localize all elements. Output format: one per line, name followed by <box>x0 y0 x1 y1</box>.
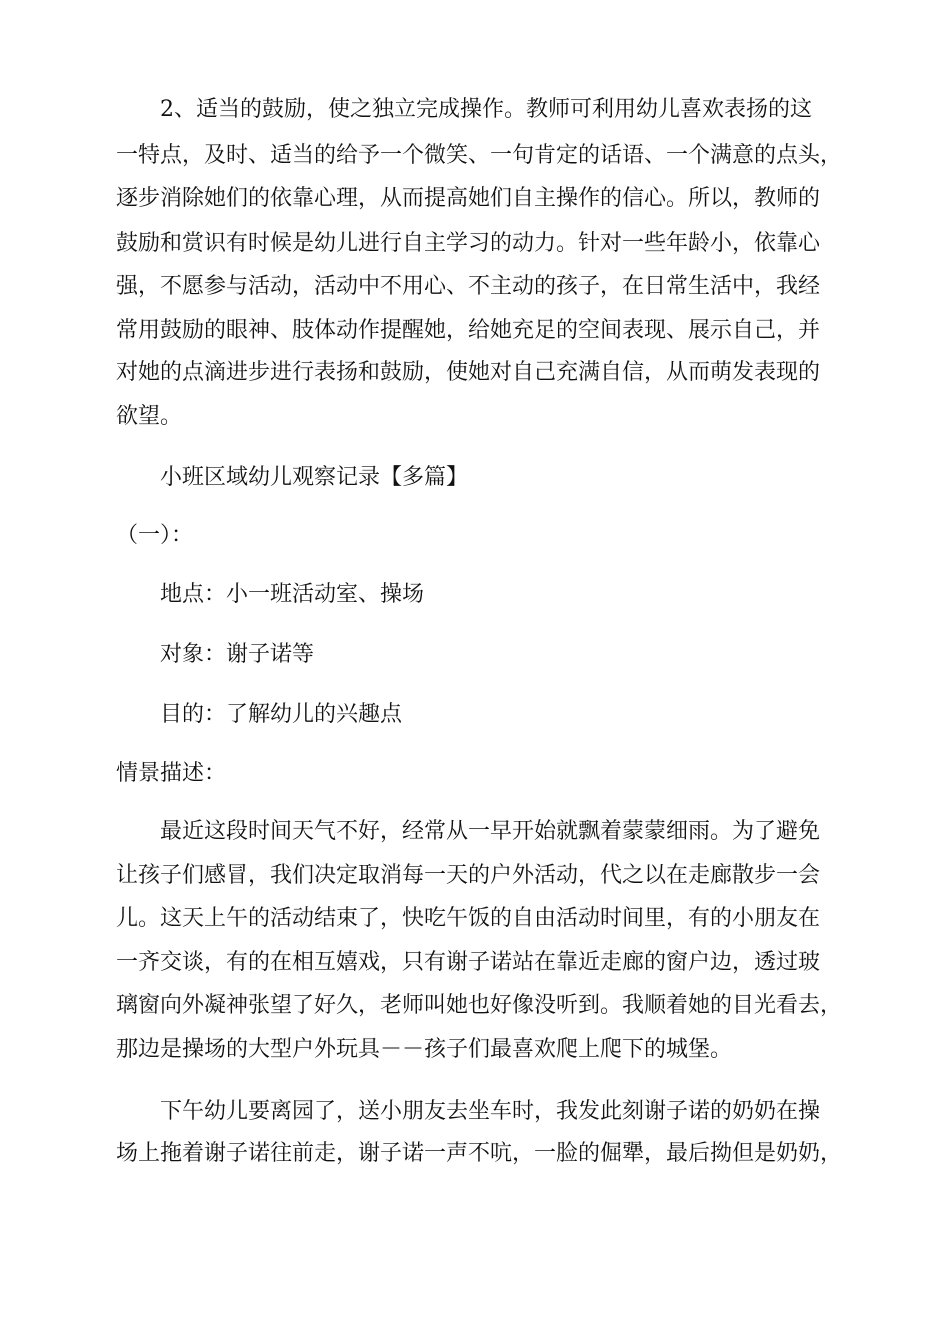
paragraph-line: 下午幼儿要离园了，送小朋友去坐车时，我发此刻谢子诺的奶奶在操 <box>160 1099 821 1124</box>
paragraph-line: 让孩子们感冒，我们决定取消每一天的户外活动，代之以在走廊散步一会 <box>116 863 821 888</box>
paragraph-line: 2、适当的鼓励，使之独立完成操作。教师可利用幼儿喜欢表扬的这 <box>160 97 812 122</box>
paragraph-line: 那边是操场的大型户外玩具－－孩子们最喜欢爬上爬下的城堡。 <box>116 1037 733 1062</box>
paragraph-line: 欲望。 <box>116 404 183 429</box>
location-line: 地点：小一班活动室、操场 <box>160 582 425 607</box>
paragraph-line: 逐步消除她们的依靠心理，从而提高她们自主操作的信心。所以，教师的 <box>116 186 821 211</box>
subject-line: 对象：谢子诺等 <box>160 642 315 667</box>
section-title: 小班区域幼儿观察记录【多篇】 <box>160 465 469 490</box>
paragraph-line: 一特点，及时、适当的给予一个微笑、一句肯定的话语、一个满意的点头， <box>116 143 843 168</box>
scene-heading: 情景描述： <box>116 761 227 786</box>
paragraph-line: 一齐交谈，有的在相互嬉戏，只有谢子诺站在靠近走廊的窗户边，透过玻 <box>116 950 821 975</box>
paragraph-line: 鼓励和赏识有时候是幼儿进行自主学习的动力。针对一些年龄小，依靠心 <box>116 231 821 256</box>
paragraph-line: 场上拖着谢子诺往前走，谢子诺一声不吭，一脸的倔犟，最后拗但是奶奶， <box>116 1141 843 1166</box>
part-label: （一）： <box>116 523 194 548</box>
paragraph-line: 常用鼓励的眼神、肢体动作提醒她，给她充足的空间表现、展示自己，并 <box>116 318 821 343</box>
paragraph-line: 强，不愿参与活动，活动中不用心、不主动的孩子，在日常生活中，我经 <box>116 274 821 299</box>
paragraph-line: 最近这段时间天气不好，经常从一早开始就飘着蒙蒙细雨。为了避免 <box>160 819 821 844</box>
paragraph-line: 对她的点滴进步进行表扬和鼓励，使她对自己充满自信，从而萌发表现的 <box>116 360 821 385</box>
paragraph-line: 璃窗向外凝神张望了好久，老师叫她也好像没听到。我顺着她的目光看去， <box>116 993 843 1018</box>
paragraph-line: 儿。这天上午的活动结束了，快吃午饭的自由活动时间里，有的小朋友在 <box>116 906 821 931</box>
purpose-line: 目的：了解幼儿的兴趣点 <box>160 702 403 727</box>
